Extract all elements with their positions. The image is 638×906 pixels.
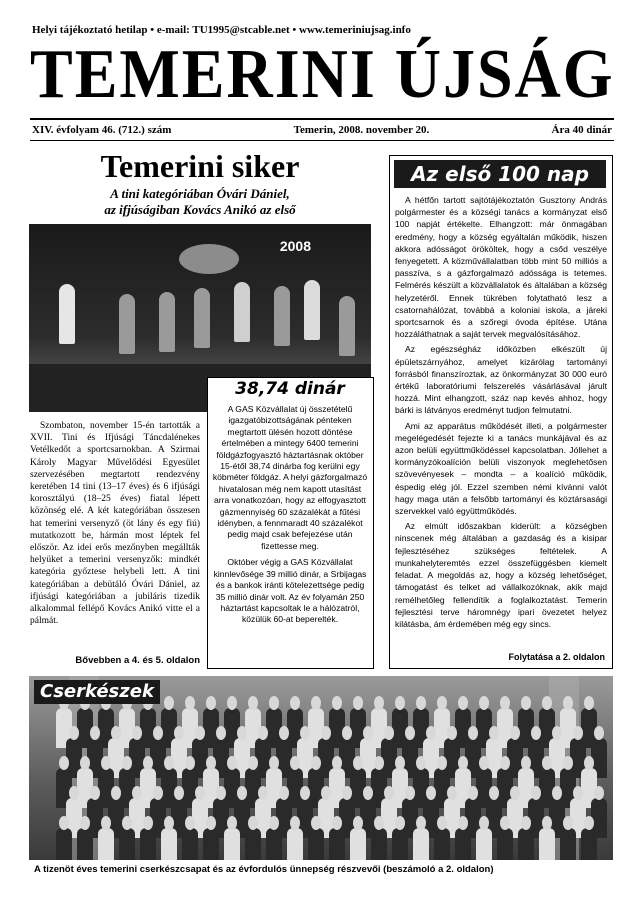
scout-person <box>122 816 132 830</box>
performer <box>119 294 135 354</box>
scout-person <box>374 696 384 710</box>
scout-person <box>426 726 436 740</box>
scout-person-body <box>497 828 513 860</box>
scout-person-body <box>224 828 240 860</box>
scout-person-body <box>245 828 261 860</box>
scout-person <box>458 756 468 770</box>
lead-body <box>30 420 200 627</box>
scout-person <box>552 726 562 740</box>
scout-person <box>248 816 258 830</box>
scout-person <box>248 756 258 770</box>
scout-person <box>458 816 468 830</box>
scout-person-body <box>182 828 198 860</box>
scout-person <box>542 816 552 830</box>
scout-person-body <box>392 828 408 860</box>
lead-subhead-line1: A tini kategóriában Óvári Dániel, <box>110 186 290 201</box>
scout-person-body <box>308 828 324 860</box>
scout-person <box>195 786 205 800</box>
scout-person <box>468 726 478 740</box>
scout-person <box>521 756 531 770</box>
scout-person <box>101 756 111 770</box>
lead-headline: Temerini siker <box>100 148 300 184</box>
scout-person <box>279 786 289 800</box>
scout-person <box>269 816 279 830</box>
scout-person <box>174 726 184 740</box>
scout-person <box>342 726 352 740</box>
scout-person <box>122 756 132 770</box>
scout-person <box>332 816 342 830</box>
scout-person <box>363 786 373 800</box>
scout-person-body <box>77 828 93 860</box>
first-100-days-title: Az első 100 nap <box>394 160 606 188</box>
scout-person <box>489 786 499 800</box>
scout-person <box>321 786 331 800</box>
scout-person-body <box>119 828 135 860</box>
scouts-badge: Cserkészek <box>34 680 160 704</box>
scout-person <box>363 726 373 740</box>
scout-person-body <box>413 828 429 860</box>
gas-price-para: A GAS Közvállalat új összetételű igazgatóbizottságának pénteken megtartott ülésén hozott döntése értelmében a mintegy 6400 temerini földgázfogyasztó háztartásnak október 15-étől 38,74 dinárba fog kerülni egy köbméter földgáz. A helyi gázforgalmazó hivatalosan még nem kapott utasítást arra vonatkozóan, hogy az elfogyasztott gázmennyiség 60 százalékát a fűtési idényben, a fennmaradt 40 százalékot pedig majd csak befejezése után fizettesse meg. <box>212 404 368 551</box>
performer <box>234 282 250 342</box>
scout-person <box>384 726 394 740</box>
scout-person <box>500 756 510 770</box>
scout-person <box>248 696 258 710</box>
scout-person-body <box>56 828 72 860</box>
issue-price: Ára 40 dinár <box>551 124 612 136</box>
scout-person-body <box>476 828 492 860</box>
scout-person <box>510 786 520 800</box>
scout-person <box>563 756 573 770</box>
scout-person <box>374 756 384 770</box>
scout-person <box>521 816 531 830</box>
scout-person <box>311 696 321 710</box>
scout-person-body <box>287 828 303 860</box>
scout-person <box>552 786 562 800</box>
scout-person <box>374 816 384 830</box>
scout-person <box>206 696 216 710</box>
scout-person <box>174 786 184 800</box>
scout-person <box>59 756 69 770</box>
scout-person <box>269 756 279 770</box>
scout-person <box>542 696 552 710</box>
scout-person <box>542 756 552 770</box>
scout-person <box>80 816 90 830</box>
scout-person-body <box>329 828 345 860</box>
scout-person <box>573 786 583 800</box>
scout-person <box>416 756 426 770</box>
scout-person <box>143 756 153 770</box>
scout-person <box>258 726 268 740</box>
scout-person <box>237 786 247 800</box>
scout-person <box>216 726 226 740</box>
scout-person <box>531 786 541 800</box>
scout-person <box>111 726 121 740</box>
scout-person <box>416 816 426 830</box>
scout-person <box>164 696 174 710</box>
scout-person-body <box>560 828 576 860</box>
masthead-rule-top <box>30 118 614 120</box>
scout-person <box>437 816 447 830</box>
scout-person <box>90 726 100 740</box>
scout-person <box>500 816 510 830</box>
first-100-days-para: Ami az apparátus működését illeti, a polgármester megelégedését fejezte ki a tanács munkájával és az azon belüli együttműködéssel kapcsolatban. Jóllehet a kormányzókoalíción belüli viszonyok meglehetősen szövevényesek – mondta – a koalíció működik, éspedig elég jól. Ezzel szemben némi kívánni valót hagy maga után a felsőbb tartományi és köztársasági szervekkel való együttműködés. <box>395 420 607 517</box>
scout-person <box>573 726 583 740</box>
scout-person <box>426 786 436 800</box>
scout-person <box>447 726 457 740</box>
scout-person <box>437 696 447 710</box>
scout-person <box>111 786 121 800</box>
scout-person <box>584 816 594 830</box>
scout-person <box>437 756 447 770</box>
issue-date: Temerin, 2008. november 20. <box>293 124 430 136</box>
lead-subhead <box>40 186 360 218</box>
lead-more-link: Bővebben a 4. és 5. oldalon <box>75 655 200 666</box>
scout-person-body <box>371 828 387 860</box>
scout-person-body <box>581 828 597 860</box>
scout-person <box>227 696 237 710</box>
first-100-days-para: A hétfőn tartott sajtótájékoztatón Gusztony András polgármester és a községi tanács a kormányzat első 100 napját értékelte. Elhangzott: már önmagában eredmény, hogy a község egyáltalán működik, hiszen akkora adósságot örököltek, hogy a csőd veszélye fenyegetett. A közművállalatban több mint 50 milliós a passzíva, s a gázforgalmazó adóssága is tetemes. Felmérés készült a közvállalatok és általában a község helyzetéről. Ennek tükrében folytatható lesz a csatornahálózat, továbbá a koloniai iskola, a járeki sportcsarnok és a szőregi óvoda építése. Utána hozzáláthatnak a saját tervek megvalósításához. <box>395 195 607 340</box>
scout-person <box>153 726 163 740</box>
scout-person-body <box>455 828 471 860</box>
scout-person <box>164 816 174 830</box>
scouts-photo-caption: A tizenöt éves temerini cserkészcsapat és az évfordulós ünnepség részvevői (beszámoló a 2. oldalon) <box>34 864 494 875</box>
scout-person <box>69 726 79 740</box>
scout-person <box>332 756 342 770</box>
scout-person <box>510 726 520 740</box>
scout-person <box>206 756 216 770</box>
scout-person <box>185 696 195 710</box>
scout-person <box>290 756 300 770</box>
scout-person <box>237 726 247 740</box>
masthead-title: TEMERINI ÚJSÁG <box>30 34 615 113</box>
scout-person-body <box>350 828 366 860</box>
performer <box>339 296 355 356</box>
scout-person <box>353 696 363 710</box>
gas-price-body <box>212 404 368 631</box>
scout-person <box>468 786 478 800</box>
performer <box>304 280 320 340</box>
scout-person <box>321 726 331 740</box>
lead-subhead-line2: az ifjúságiban Kovács Anikó az első <box>104 202 296 217</box>
scout-person <box>500 696 510 710</box>
first-100-days-para: Az elmúlt időszakban kiderült: a községben ninscenek még általában a gazdaság és a kisipar fejlesztéséhez szükséges feltételek. A munkahelyteremtés ezzel összefüggésben kiemelt feladat. A megoldás az, hogy a község lehetőséget, támogatást és telket ad vállalkozóknak, akik majd remélhetőleg fellendítik a foglalkoztatást. Temerin fejlesztési terve háromnégy ipari övezetet helyez kilátásba, ám érdemében még egy sincs. <box>395 521 607 629</box>
gas-price-title: 38,74 dinár <box>235 379 345 399</box>
scout-person <box>447 786 457 800</box>
scout-person <box>258 786 268 800</box>
scout-person <box>290 696 300 710</box>
scout-person <box>416 696 426 710</box>
performer <box>274 286 290 346</box>
scout-person <box>143 816 153 830</box>
scout-person <box>342 786 352 800</box>
tagline: Helyi tájékoztató hetilap • e-mail: TU1995@stcable.net • www.temeriniujsag.info <box>32 24 411 36</box>
first-100-days-para: Az egészségház időközben elkészült új épületszárnyához, amelyet kizárólag tartományi forrásból finanszíroztak, az önkormányzat 30 000 euró értékű laboratóriumi felszerelés vásárlásával járult hozzá. Mint elhangzott, száz nap kevés ahhoz, hogy bárki is látványos eredményt tudjon felmutatni. <box>395 344 607 416</box>
scout-person <box>584 696 594 710</box>
scout-person <box>458 696 468 710</box>
scout-person-body <box>266 828 282 860</box>
scout-person <box>563 696 573 710</box>
performer <box>159 292 175 352</box>
scout-person <box>479 816 489 830</box>
scout-person <box>90 786 100 800</box>
scout-person <box>479 756 489 770</box>
scout-person <box>80 756 90 770</box>
scout-person-body <box>434 828 450 860</box>
first-100-days-continued: Folytatása a 2. oldalon <box>508 652 605 662</box>
issue-info-bar <box>32 124 612 136</box>
performer <box>59 284 75 344</box>
scout-person <box>489 726 499 740</box>
scout-person <box>584 756 594 770</box>
scout-person <box>395 756 405 770</box>
scout-person <box>69 786 79 800</box>
scout-person <box>384 786 394 800</box>
scout-person <box>353 756 363 770</box>
scout-person <box>311 756 321 770</box>
scout-person <box>132 726 142 740</box>
scout-person <box>227 756 237 770</box>
scout-person <box>164 756 174 770</box>
scout-person <box>332 696 342 710</box>
scout-person <box>311 816 321 830</box>
scout-person <box>206 816 216 830</box>
scout-person <box>279 726 289 740</box>
gas-price-para: Október végig a GAS Közvállalat kinnlevősége 39 millió dinár, a Srbijagas és a bankok iránti kötelezettsége pedig 35 millió dinár volt. Az év folyamán 250 háztartást kapcsoltak le a hálózatról, közülük 60-at beperelték. <box>213 557 367 625</box>
scout-person <box>300 786 310 800</box>
scout-person <box>195 726 205 740</box>
scout-person <box>153 786 163 800</box>
scout-person <box>185 756 195 770</box>
scout-person <box>563 816 573 830</box>
scout-person <box>227 816 237 830</box>
scout-person <box>479 696 489 710</box>
scout-person-body <box>161 828 177 860</box>
scout-person-body <box>539 828 555 860</box>
scout-person <box>405 726 415 740</box>
stage-light <box>179 244 239 274</box>
scout-person <box>132 786 142 800</box>
scout-person <box>531 726 541 740</box>
scout-person <box>101 816 111 830</box>
scout-person <box>594 786 604 800</box>
scout-person <box>269 696 279 710</box>
scout-person <box>216 786 226 800</box>
scout-person <box>290 816 300 830</box>
scout-person <box>405 786 415 800</box>
performer <box>194 288 210 348</box>
scout-person <box>395 816 405 830</box>
issue-number: XIV. évfolyam 46. (712.) szám <box>32 124 172 136</box>
scout-person-body <box>98 828 114 860</box>
scout-person <box>594 726 604 740</box>
scout-person <box>353 816 363 830</box>
lead-body-text: Szombaton, november 15-én tartották a XVII. Tini és Ifjúsági Táncdalénekes Vetélkedőt a sportcsarnokban. A Szirmai Károly Magyar Művelődési Egyesület szervezésében megtartott rendezvény keretében 14 tini (13–17 éves) és 6 ifjúsági korosztályú (18–25 éves) fiatal lépett közönség elé. A két kategóriában összesen hat temerini versenyző (öt lány és egy fiú) mutatkozott be, hármán most léptek fel először. Az idei erős mezőnyben megállták helyüket a temerini versenyzők: mindkét kategória győztese helybeli lett. A tini kategóriában a debütáló Óvári Dániel, az ifjúsági kategóriában a jubiláris tizedik alkalommal fellépő Kovács Anikó vitte el a pálmát. <box>30 421 200 627</box>
scout-person <box>395 696 405 710</box>
scout-person <box>521 696 531 710</box>
scout-person-body <box>518 828 534 860</box>
scout-person <box>185 816 195 830</box>
scout-person-body <box>203 828 219 860</box>
stage-banner-year: 2008 <box>279 238 311 254</box>
masthead-rule-bottom <box>30 140 614 141</box>
scout-person-body <box>140 828 156 860</box>
scout-person <box>59 816 69 830</box>
scout-person <box>300 726 310 740</box>
first-100-days-body <box>395 194 607 633</box>
